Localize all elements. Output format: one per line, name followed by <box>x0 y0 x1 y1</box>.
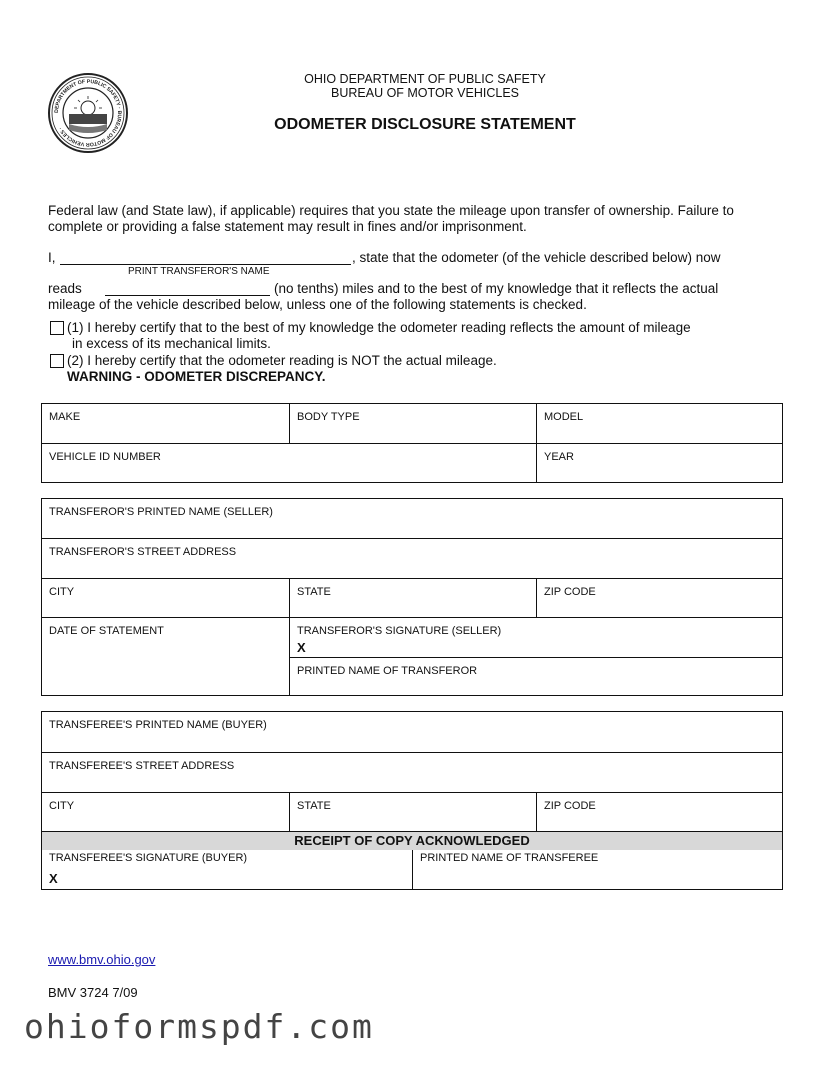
option1-checkbox[interactable] <box>50 321 64 335</box>
transferor-name-input[interactable] <box>60 249 351 265</box>
transferor-state-field[interactable] <box>289 578 536 617</box>
transferor-address-field[interactable] <box>42 538 782 578</box>
transferor-name-field[interactable] <box>42 499 782 538</box>
transferee-printed-name-label: PRINTED NAME OF TRANSFEREE <box>420 852 599 864</box>
state-that-text: , state that the odometer (of the vehicle described below) now <box>352 250 721 265</box>
transferor-name-label: TRANSFEROR'S PRINTED NAME (SELLER) <box>49 506 273 518</box>
transferee-address-label: TRANSFEREE'S STREET ADDRESS <box>49 760 235 772</box>
date-of-statement-field[interactable] <box>42 617 289 695</box>
transferor-signature-field[interactable] <box>289 617 782 657</box>
transferee-city-field[interactable] <box>42 792 289 831</box>
bmv-website-link[interactable]: www.bmv.ohio.gov <box>48 952 156 967</box>
transferee-zip-field[interactable] <box>536 792 782 831</box>
option1-text-cont: in excess of its mechanical limits. <box>72 336 271 351</box>
print-transferor-name-label: PRINT TRANSFEROR'S NAME <box>128 266 270 277</box>
transferee-printed-name-field[interactable] <box>412 850 782 889</box>
date-of-statement-label: DATE OF STATEMENT <box>49 625 164 637</box>
transferee-name-label: TRANSFEREE'S PRINTED NAME (BUYER) <box>49 719 267 731</box>
transferor-zip-label: ZIP CODE <box>544 586 596 598</box>
transferee-signature-label: TRANSFEREE'S SIGNATURE (BUYER) <box>49 852 248 864</box>
vin-label: VEHICLE ID NUMBER <box>49 451 161 463</box>
bureau-name: BUREAU OF MOTOR VEHICLES <box>331 86 519 100</box>
transferor-signature-x: X <box>297 640 306 655</box>
body-type-label: BODY TYPE <box>297 411 360 423</box>
i-prefix: I, <box>48 250 56 265</box>
year-field[interactable] <box>536 443 782 482</box>
transferee-name-field[interactable] <box>42 712 782 752</box>
transferor-address-label: TRANSFEROR'S STREET ADDRESS <box>49 546 237 558</box>
receipt-acknowledged-banner: RECEIPT OF COPY ACKNOWLEDGED <box>42 831 782 850</box>
vehicle-table <box>41 403 783 483</box>
model-field[interactable] <box>536 404 782 443</box>
seal-text: DEPARTMENT OF PUBLIC SAFETY · BUREAU OF MOTOR VEHICLES · <box>53 78 123 148</box>
statement-line3: mileage of the vehicle described below, unless one of the following statements is checked. <box>48 297 587 312</box>
transferee-signature-field[interactable] <box>42 850 412 889</box>
intro-paragraph: Federal law (and State law), if applicable) requires that you state the mileage upon transfer of ownership. Failure to complete or providing a false statement may result in fines and/or imprisonment. <box>48 203 734 234</box>
make-label: MAKE <box>49 411 81 423</box>
transferee-state-label: STATE <box>297 800 331 812</box>
transferor-zip-field[interactable] <box>536 578 782 617</box>
page-title: ODOMETER DISCLOSURE STATEMENT <box>274 116 576 133</box>
transferor-signature-label: TRANSFEROR'S SIGNATURE (SELLER) <box>297 625 502 637</box>
year-label: YEAR <box>544 451 574 463</box>
option2-text: (2) I hereby certify that the odometer reading is NOT the actual mileage. <box>67 353 497 368</box>
body-type-field[interactable] <box>289 404 536 443</box>
make-field[interactable] <box>42 404 289 443</box>
reads-label: reads <box>48 281 82 296</box>
reads-rest-text: (no tenths) miles and to the best of my knowledge that it reflects the actual <box>274 281 719 296</box>
transferee-state-field[interactable] <box>289 792 536 831</box>
vin-field[interactable] <box>42 443 536 482</box>
transferor-table <box>41 498 783 696</box>
form-id: BMV 3724 7/09 <box>48 985 138 1000</box>
watermark: ohioformspdf.com <box>24 1007 374 1046</box>
option2-checkbox[interactable] <box>50 354 64 368</box>
warning-text: WARNING - ODOMETER DISCREPANCY. <box>67 369 326 384</box>
transferor-state-label: STATE <box>297 586 331 598</box>
transferee-zip-label: ZIP CODE <box>544 800 596 812</box>
transferee-address-field[interactable] <box>42 752 782 792</box>
transferee-table <box>41 711 783 890</box>
transferor-printed-name-field[interactable] <box>289 657 782 695</box>
transferor-city-label: CITY <box>49 586 75 598</box>
transferee-city-label: CITY <box>49 800 75 812</box>
transferor-city-field[interactable] <box>42 578 289 617</box>
model-label: MODEL <box>544 411 584 423</box>
transferor-printed-name-label: PRINTED NAME OF TRANSFEROR <box>297 665 478 677</box>
mileage-input[interactable] <box>105 280 270 296</box>
option1-text: (1) I hereby certify that to the best of my knowledge the odometer reading reflects the amount of mileage <box>67 320 691 335</box>
transferee-signature-x: X <box>49 871 58 886</box>
agency-name: OHIO DEPARTMENT OF PUBLIC SAFETY <box>304 72 546 86</box>
